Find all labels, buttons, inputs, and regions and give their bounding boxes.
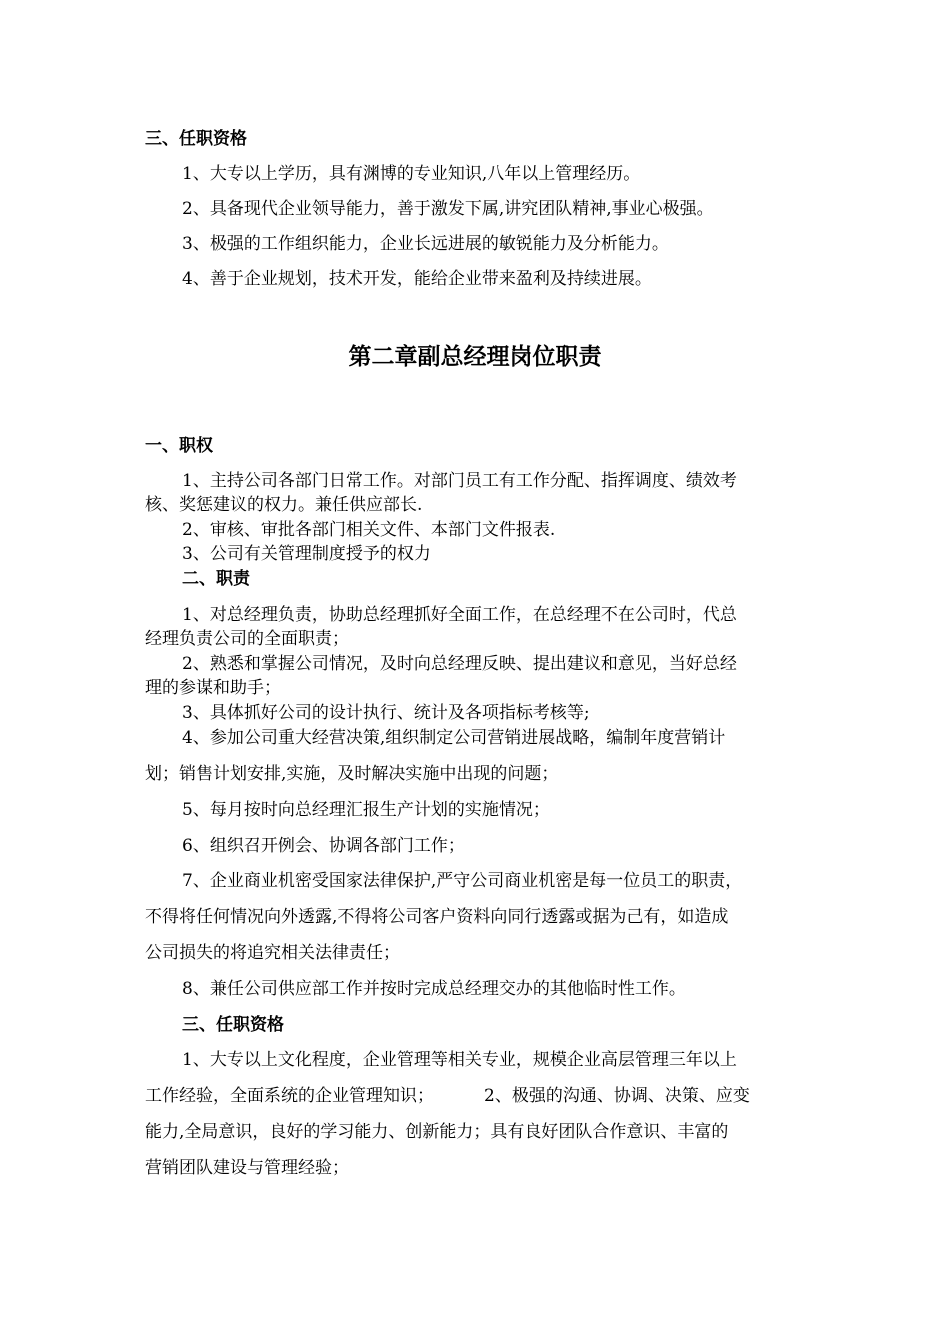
duty-item-3: 3、具体抓好公司的设计执行、统计及各项指标考核等;: [182, 703, 590, 723]
section-heading-qualifications-2: 三、任职资格: [182, 1015, 284, 1035]
duty-item-4-line-2: 划；销售计划安排,实施，及时解决实施中出现的问题；: [145, 764, 559, 784]
qualification-2-line-2-part-a: 工作经验，全面系统的企业管理知识；: [145, 1086, 434, 1106]
authority-item-3: 3、公司有关管理制度授予的权力: [182, 544, 431, 564]
qualification-2-line-4: 营销团队建设与管理经验；: [145, 1158, 349, 1178]
section-heading-duties: 二、职责: [182, 569, 250, 589]
qualification-2-line-1: 1、大专以上文化程度，企业管理等相关专业，规模企业高层管理三年以上: [182, 1050, 737, 1070]
qualification-item-3: 3、极强的工作组织能力，企业长远进展的敏锐能力及分析能力。: [182, 234, 669, 254]
qualification-2-line-2-part-b: 2、极强的沟通、协调、决策、应变: [484, 1086, 750, 1106]
qualification-2-line-3: 能力,全局意识，良好的学习能力、创新能力；具有良好团队合作意识、丰富的: [145, 1122, 729, 1142]
section-heading-authority: 一、职权: [145, 436, 213, 456]
authority-item-2: 2、审核、审批各部门相关文件、本部门文件报表.: [182, 520, 556, 540]
duty-item-5: 5、每月按时向总经理汇报生产计划的实施情况；: [182, 800, 550, 820]
duty-item-2-line-2: 理的参谋和助手；: [145, 678, 281, 698]
duty-item-7-line-1: 7、企业商业机密受国家法律保护,严守公司商业机密是每一位员工的职责，: [182, 871, 743, 891]
duty-item-8: 8、兼任公司供应部工作并按时完成总经理交办的其他临时性工作。: [182, 979, 686, 999]
qualification-item-2: 2、具备现代企业领导能力，善于激发下属,讲究团队精神,事业心极强。: [182, 199, 714, 219]
duty-item-1-line-1: 1、对总经理负责，协助总经理抓好全面工作，在总经理不在公司时，代总: [182, 605, 737, 625]
duty-item-4-line-1: 4、参加公司重大经营决策,组织制定公司营销进展战略，编制年度营销计: [182, 728, 726, 748]
chapter-title: 第二章副总经理岗位职责: [348, 344, 602, 370]
duty-item-2-line-1: 2、熟悉和掌握公司情况，及时向总经理反映、提出建议和意见，当好总经: [182, 654, 737, 674]
duty-item-6: 6、组织召开例会、协调各部门工作；: [182, 836, 465, 856]
duty-item-7-line-2: 不得将任何情况向外透露,不得将公司客户资料向同行透露或据为己有，如造成: [145, 907, 729, 927]
qualification-item-4: 4、善于企业规划，技术开发，能给企业带来盈利及持续进展。: [182, 269, 652, 289]
duty-item-7-line-3: 公司损失的将追究相关法律责任；: [145, 943, 400, 963]
authority-item-1-line-2: 核、奖惩建议的权力。兼任供应部长.: [145, 495, 423, 515]
section-heading-qualifications-1: 三、任职资格: [145, 129, 247, 149]
qualification-2-line-2: [145, 1085, 750, 1107]
authority-item-1-line-1: 1、主持公司各部门日常工作。对部门员工有工作分配、指挥调度、绩效考: [182, 471, 737, 491]
qualification-item-1: 1、大专以上学历，具有渊博的专业知识,八年以上管理经历。: [182, 164, 641, 184]
duty-item-1-line-2: 经理负责公司的全面职责；: [145, 629, 349, 649]
